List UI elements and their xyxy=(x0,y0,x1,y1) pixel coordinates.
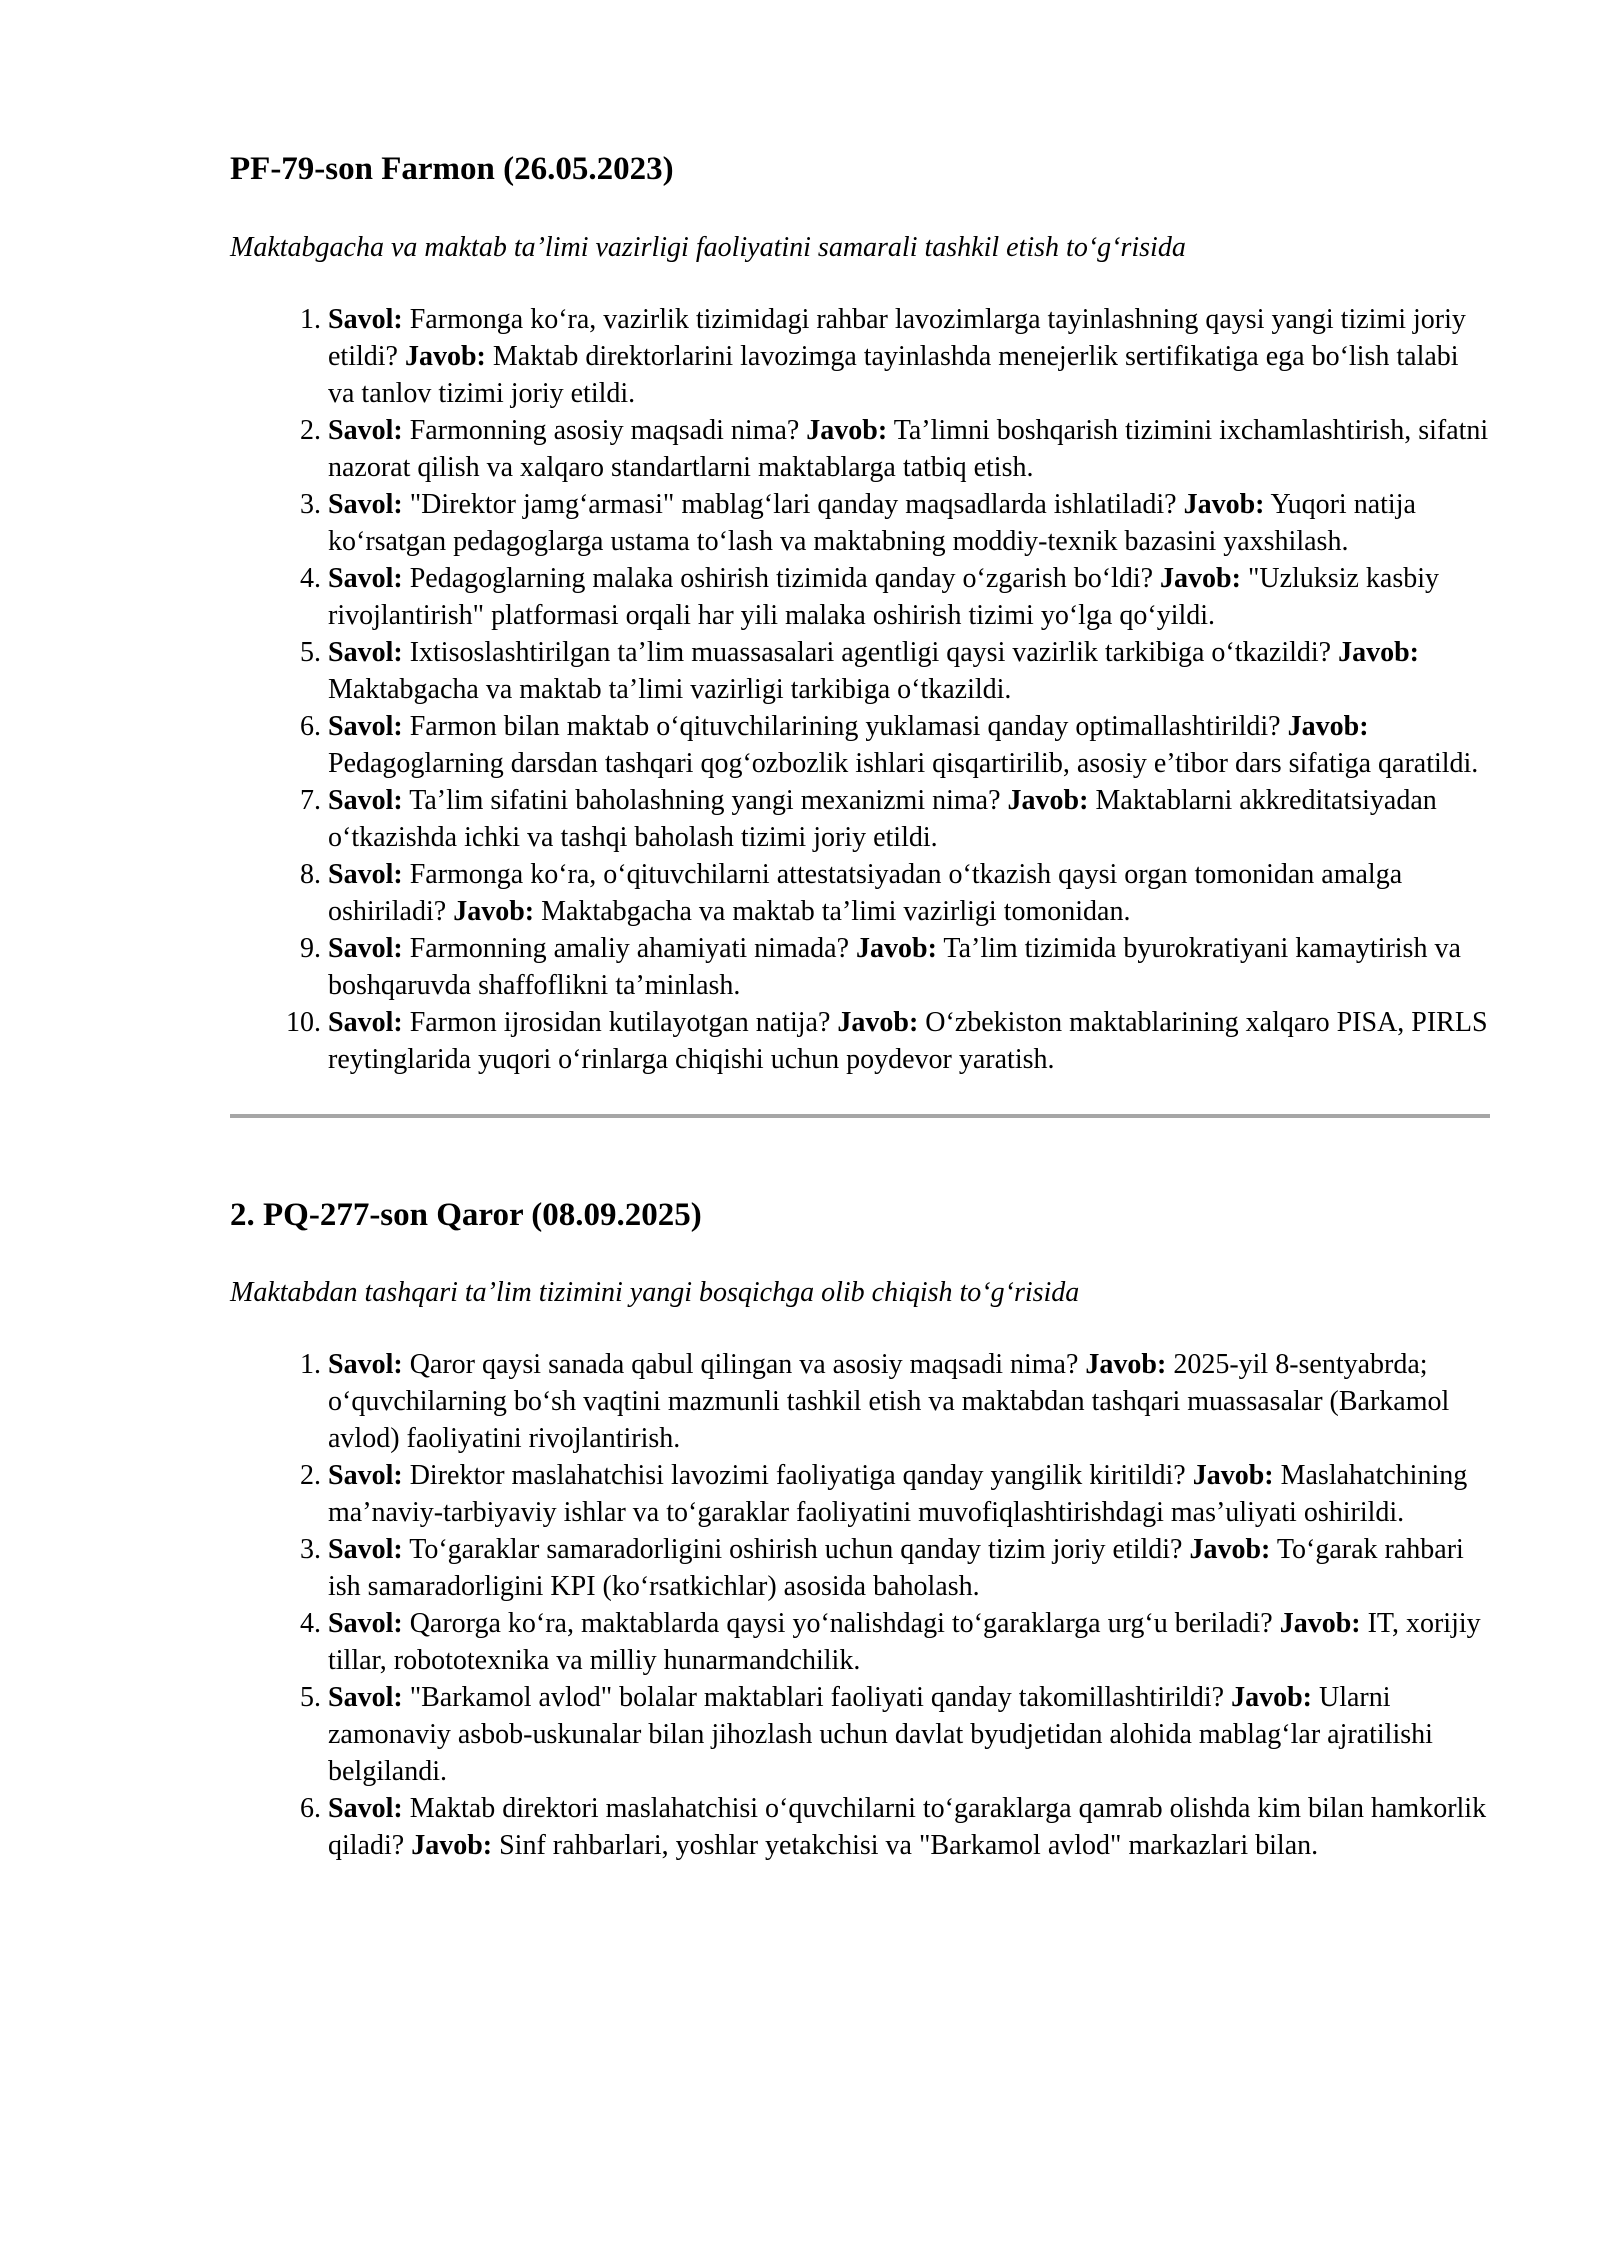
qa-item xyxy=(328,708,1490,782)
answer-text: IT, xorijiy tillar, robototexnika va milliy hunarmandchilik. xyxy=(328,1608,1481,1677)
document-page xyxy=(230,150,1490,1864)
question-text: Maktab direktori maslahatchisi o‘quvchilarni to‘garaklarga qamrab olishda kim bilan hamkorlik qiladi? xyxy=(328,1793,1487,1862)
qa-item xyxy=(328,634,1490,708)
qa-item xyxy=(328,1457,1490,1531)
question-label: Savol: xyxy=(328,414,403,446)
qa-item xyxy=(328,856,1490,930)
qa-item xyxy=(328,1605,1490,1679)
question-label: Savol: xyxy=(328,784,403,816)
answer-label: Javob: xyxy=(1192,1460,1274,1492)
question-label: Savol: xyxy=(328,1682,403,1714)
answer-text: 2025-yil 8-sentyabrda; o‘quvchilarning bo‘sh vaqtini mazmunli tashkil etish va maktabdan tashqari muassasalar (Barkamol avlod) faoliyatini rivojlantirish. xyxy=(328,1349,1450,1455)
qa-item xyxy=(328,1004,1490,1078)
question-text: Ta’lim sifatini baholashning yangi mexanizmi nima? xyxy=(409,784,1001,816)
question-label: Savol: xyxy=(328,710,403,742)
question-label: Savol: xyxy=(328,636,403,668)
question-label: Savol: xyxy=(328,1534,403,1566)
answer-label: Javob: xyxy=(1183,488,1265,520)
answer-text: Ularni zamonaviy asbob-uskunalar bilan jihozlash uchun davlat byudjetidan alohida mablag‘lar ajratilishi belgilandi. xyxy=(328,1682,1433,1788)
qa-item xyxy=(328,930,1490,1004)
answer-text: Maktablarni akkreditatsiyadan o‘tkazishda ichki va tashqi baholash tizimi joriy etildi. xyxy=(328,784,1437,853)
question-text: Qaror qaysi sanada qabul qilingan va asosiy maqsadi nima? xyxy=(409,1349,1079,1381)
answer-label: Javob: xyxy=(411,1830,493,1862)
question-text: "Direktor jamg‘armasi" mablag‘lari qanday maqsadlarda ishlatiladi? xyxy=(409,488,1177,520)
section-title: 2. PQ-277-son Qaror (08.09.2025) xyxy=(230,1196,702,1233)
question-text: To‘garaklar samaradorligini oshirish uchun qanday tizim joriy etildi? xyxy=(409,1534,1183,1566)
answer-text: Ta’lim tizimida byurokratiyani kamaytirish va boshqaruvda shaffoflikni ta’minlash. xyxy=(328,932,1461,1001)
answer-label: Javob: xyxy=(837,1006,919,1038)
qa-item xyxy=(328,301,1490,412)
question-text: "Barkamol avlod" bolalar maktablari faoliyati qanday takomillashtirildi? xyxy=(409,1682,1225,1714)
question-text: Farmonga ko‘ra, o‘qituvchilarni attestatsiyadan o‘tkazish qaysi organ tomonidan amalga oshiriladi? xyxy=(328,858,1403,927)
section-divider xyxy=(230,1114,1490,1118)
question-label: Savol: xyxy=(328,1460,403,1492)
section-subtitle: Maktabdan tashqari ta’lim tizimini yangi bosqichga olib chiqish to‘g‘risida xyxy=(230,1277,1080,1309)
qa-list xyxy=(230,1346,1490,1864)
question-text: Farmon bilan maktab o‘qituvchilarining yuklamasi qanday optimallashtirildi? xyxy=(409,710,1281,742)
answer-text: Pedagoglarning darsdan tashqari qog‘ozbozlik ishlari qisqartirilib, asosiy e’tibor dars sifatiga qaratildi. xyxy=(328,747,1479,779)
answer-label: Javob: xyxy=(856,932,937,964)
qa-item xyxy=(328,486,1490,560)
answer-label: Javob: xyxy=(1160,562,1241,594)
qa-item xyxy=(328,1531,1490,1605)
answer-label: Javob: xyxy=(1231,1682,1312,1714)
qa-item xyxy=(328,560,1490,634)
question-label: Savol: xyxy=(328,1006,403,1038)
answer-text: Ta’limni boshqarish tizimini ixchamlashtirish, sifatni nazorat qilish va xalqaro standartlarni maktablarga tatbiq etish. xyxy=(328,414,1489,483)
answer-label: Javob: xyxy=(1287,710,1369,742)
question-label: Savol: xyxy=(328,858,403,890)
question-text: Farmonga ko‘ra, vazirlik tizimidagi rahbar lavozimlarga tayinlashning qaysi yangi tizimi joriy etildi? xyxy=(328,303,1466,372)
section-subtitle: Maktabgacha va maktab ta’limi vazirligi faoliyatini samarali tashkil etish to‘g‘risida xyxy=(230,231,1186,263)
answer-text: Yuqori natija ko‘rsatgan pedagoglarga ustama to‘lash va maktabning moddiy-texnik bazasini yaxshilash. xyxy=(328,488,1416,557)
question-text: Farmonning asosiy maqsadi nima? xyxy=(409,414,800,446)
answer-text: Maktabgacha va maktab ta’limi vazirligi tarkibiga o‘tkazildi. xyxy=(328,673,1012,705)
answer-label: Javob: xyxy=(806,414,888,446)
question-text: Farmon ijrosidan kutilayotgan natija? xyxy=(409,1006,831,1038)
question-label: Savol: xyxy=(328,488,403,520)
answer-label: Javob: xyxy=(1007,784,1089,816)
question-label: Savol: xyxy=(328,1608,403,1640)
qa-item xyxy=(328,412,1490,486)
answer-label: Javob: xyxy=(1279,1608,1361,1640)
answer-label: Javob: xyxy=(1189,1534,1271,1566)
answer-text: Maktab direktorlarini lavozimga tayinlashda menejerlik sertifikatiga ega bo‘lish talabi va tanlov tizimi joriy etildi. xyxy=(328,340,1459,409)
qa-item xyxy=(328,1346,1490,1457)
answer-label: Javob: xyxy=(404,340,486,372)
question-text: Ixtisoslashtirilgan ta’lim muassasalari agentligi qaysi vazirlik tarkibiga o‘tkazildi? xyxy=(409,636,1332,668)
answer-text: Maktabgacha va maktab ta’limi vazirligi tomonidan. xyxy=(541,895,1131,927)
qa-item xyxy=(328,1679,1490,1790)
answer-text: To‘garak rahbari ish samaradorligini KPI (ko‘rsatkichlar) asosida baholash. xyxy=(328,1534,1464,1603)
section-title: PF-79-son Farmon (26.05.2023) xyxy=(230,151,674,187)
answer-label: Javob: xyxy=(1338,636,1420,668)
answer-label: Javob: xyxy=(1085,1349,1167,1381)
question-label: Savol: xyxy=(328,303,403,335)
answer-text: "Uzluksiz kasbiy rivojlantirish" platformasi orqali har yili malaka oshirish tizimi yo‘lga qo‘yildi. xyxy=(328,562,1440,631)
qa-list xyxy=(230,301,1490,1078)
qa-item xyxy=(328,1790,1490,1864)
section-decree-pf79 xyxy=(230,150,1490,1078)
question-text: Pedagoglarning malaka oshirish tizimida qanday o‘zgarish bo‘ldi? xyxy=(409,562,1154,594)
question-label: Savol: xyxy=(328,1349,403,1381)
question-text: Direktor maslahatchisi lavozimi faoliyatiga qanday yangilik kiritildi? xyxy=(409,1460,1186,1492)
question-text: Qarorga ko‘ra, maktablarda qaysi yo‘nalishdagi to‘garaklarga urg‘u beriladi? xyxy=(409,1608,1273,1640)
question-text: Farmonning amaliy ahamiyati nimada? xyxy=(409,932,850,964)
answer-text: Sinf rahbarlari, yoshlar yetakchisi va "Barkamol avlod" markazlari bilan. xyxy=(499,1830,1319,1862)
answer-text: Maslahatchining ma’naviy-tarbiyaviy ishlar va to‘garaklar faoliyatini muvofiqlashtirishdagi mas’uliyati oshirildi. xyxy=(328,1460,1468,1529)
question-label: Savol: xyxy=(328,1793,403,1825)
question-label: Savol: xyxy=(328,562,403,594)
section-resolution-pq277 xyxy=(230,1196,1490,1865)
question-label: Savol: xyxy=(328,932,403,964)
answer-text: O‘zbekiston maktablarining xalqaro PISA, PIRLS reytinglarida yuqori o‘rinlarga chiqishi uchun poydevor yaratish. xyxy=(328,1006,1488,1075)
answer-label: Javob: xyxy=(453,895,535,927)
qa-item xyxy=(328,782,1490,856)
